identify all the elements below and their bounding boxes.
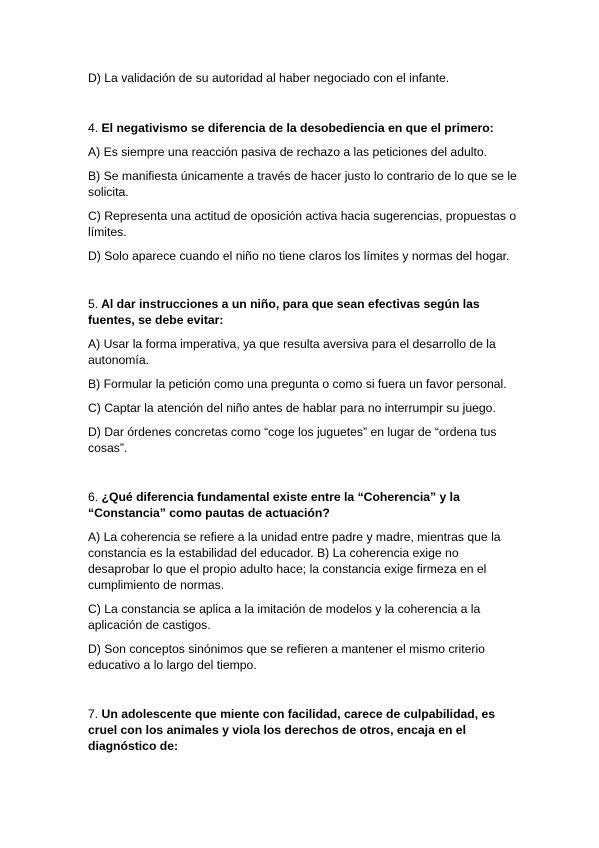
q6-option-a-line1: A) La coherencia se refiere a la unidad entre padre y madre, mientras que la bbox=[88, 530, 501, 544]
q6-option-d-line2: educativo a lo largo del tiempo. bbox=[88, 658, 257, 672]
q7-stem-line1 bbox=[88, 706, 495, 722]
q6-option-c-line1: C) La constancia se aplica a la imitación de modelos y la coherencia a la bbox=[88, 602, 481, 616]
q4-option-c-line2: límites. bbox=[88, 225, 127, 239]
q5-option-a-line1: A) Usar la forma imperativa, ya que resulta aversiva para el desarrollo de la bbox=[88, 337, 496, 351]
q4-number: 4. bbox=[88, 121, 99, 135]
q5-stem-text: Al dar instrucciones a un niño, para que sean efectivas según las bbox=[98, 297, 480, 311]
q6-number: 6. bbox=[88, 490, 99, 504]
q4-stem bbox=[88, 120, 494, 136]
q4-option-a: A) Es siempre una reacción pasiva de rechazo a las peticiones del adulto. bbox=[88, 145, 488, 159]
q3-option-d: D) La validación de su autoridad al haber negociado con el infante. bbox=[88, 71, 450, 85]
q5-number: 5. bbox=[88, 297, 99, 311]
q5-option-a-line2: autonomía. bbox=[88, 353, 149, 367]
q5-option-c: C) Captar la atención del niño antes de hablar para no interrumpir su juego. bbox=[88, 401, 496, 415]
q6-stem-line1 bbox=[88, 489, 460, 505]
q6-stem-line2: “Constancia” como pautas de actuación? bbox=[88, 506, 330, 520]
q7-stem-text: Un adolescente que miente con facilidad, carece de culpabilidad, es bbox=[98, 707, 496, 721]
q6-stem-text: ¿Qué diferencia fundamental existe entre la “Coherencia” y la bbox=[98, 490, 460, 504]
q6-option-c-line2: aplicación de castigos. bbox=[88, 618, 211, 632]
q5-stem-line1 bbox=[88, 296, 480, 312]
q5-option-d-line1: D) Dar órdenes concretas como “coge los juguetes” en lugar de “ordena tus bbox=[88, 425, 497, 439]
q4-stem-text: El negativismo se diferencia de la desobediencia en que el primero: bbox=[98, 121, 494, 135]
q4-option-c-line1: C) Representa una actitud de oposición activa hacia sugerencias, propuestas o bbox=[88, 209, 517, 223]
q4-option-b-line1: B) Se manifiesta únicamente a través de hacer justo lo contrario de lo que se le bbox=[88, 169, 517, 183]
q5-option-d-line2: cosas”. bbox=[88, 441, 128, 455]
q6-option-a-line3: desaprobar lo que el propio adulto hace; la constancia exige firmeza en el bbox=[88, 562, 487, 576]
q7-stem-line2: cruel con los animales y viola los derechos de otros, encaja en el bbox=[88, 723, 466, 737]
q4-option-b-line2: solicita. bbox=[88, 185, 129, 199]
q6-option-a-line2: constancia es la estabilidad del educador. B) La coherencia exige no bbox=[88, 546, 459, 560]
q7-number: 7. bbox=[88, 707, 99, 721]
q4-option-d: D) Solo aparece cuando el niño no tiene claros los límites y normas del hogar. bbox=[88, 249, 510, 263]
q6-option-d-line1: D) Son conceptos sinónimos que se refieren a mantener el mismo criterio bbox=[88, 642, 485, 656]
q5-option-b: B) Formular la petición como una pregunta o como si fuera un favor personal. bbox=[88, 377, 507, 391]
q7-stem-line3: diagnóstico de: bbox=[88, 739, 179, 753]
q6-option-a-line4: cumplimiento de normas. bbox=[88, 578, 225, 592]
q5-stem-line2: fuentes, se debe evitar: bbox=[88, 313, 224, 327]
